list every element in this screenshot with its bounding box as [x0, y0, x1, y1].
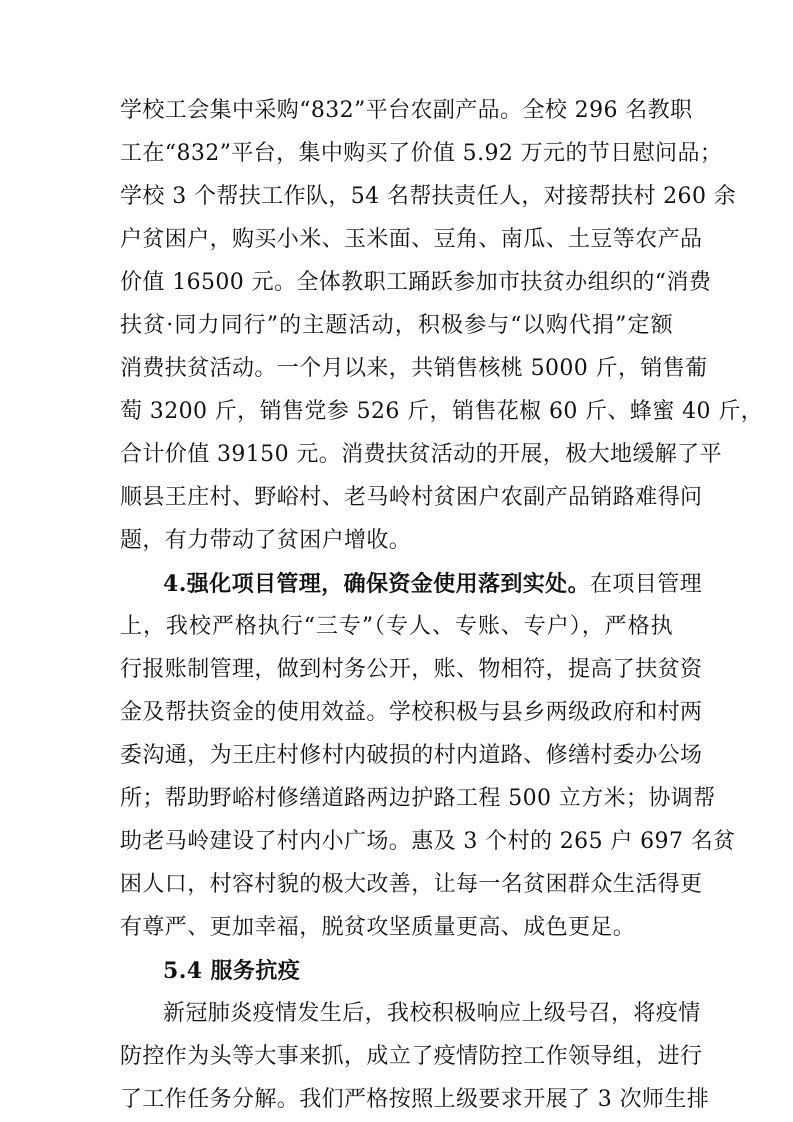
body-text-line: 学校 3 个帮扶工作队，54 名帮扶责任人，对接帮扶村 260 余 — [120, 184, 737, 209]
body-text-line: 上，我校严格执行“三专”（专人、专账、专户），严格执 — [120, 614, 673, 639]
body-text-line: 有尊严、更加幸福，脱贫攻坚质量更高、成色更足。 — [120, 915, 636, 940]
body-text-line: 题，有力带动了贫困户增收。 — [120, 528, 412, 553]
body-text-line: 委沟通，为王庄村修村内破损的村内道路、修缮村委办公场 — [120, 743, 703, 768]
body-text-line: 金及帮扶资金的使用效益。学校积极与县乡两级政府和村两 — [120, 700, 703, 725]
body-text-line: 合计价值 39150 元。消费扶贫活动的开展，极大地缓解了平 — [120, 442, 722, 467]
body-text-line: 萄 3200 斤，销售党参 526 斤，销售花椒 60 斤、蜂蜜 40 斤， — [120, 399, 764, 424]
body-text-line: 工在“832”平台，集中购买了价值 5.92 万元的节日慰问品； — [120, 141, 723, 166]
body-text-line: 助老马岭建设了村内小广场。惠及 3 个村的 265 户 697 名贫 — [120, 829, 736, 854]
body-text-line: 防控作为头等大事来抓，成立了疫情防控工作领导组，进行 — [120, 1044, 703, 1069]
item-4-first-line — [163, 565, 702, 603]
body-text-line: 了工作任务分解。我们严格按照上级要求开展了 3 次师生排 — [120, 1087, 710, 1112]
body-text-line: 行报账制管理，做到村务公开，账、物相符，提高了扶贫资 — [120, 657, 703, 682]
item-4-first-rest: 在项目管理 — [589, 572, 702, 597]
body-text-line: 价值 16500 元。全体教职工踊跃参加市扶贫办组织的“消费 — [120, 270, 712, 295]
body-text-line: 户贫困户，购买小米、玉米面、豆角、南瓜、土豆等农产品 — [120, 227, 703, 252]
body-text-line: 困人口，村容村貌的极大改善，让每一名贫困群众生活得更 — [120, 872, 703, 897]
body-text-line: 学校工会集中采购“832”平台农副产品。全校 296 名教职 — [120, 98, 693, 123]
body-text-line: 消费扶贫活动。一个月以来，共销售核桃 5000 斤，销售葡 — [120, 356, 708, 381]
item-4-heading: 4.强化项目管理，确保资金使用落到实处。 — [163, 571, 590, 597]
section-heading: 5.4 服务抗疫 — [163, 958, 301, 984]
body-text-line: 新冠肺炎疫情发生后，我校积极响应上级号召，将疫情 — [163, 1001, 701, 1026]
body-text-line: 所；帮助野峪村修缮道路两边护路工程 500 立方米；协调帮 — [120, 786, 716, 811]
body-text-line: 扶贫·同力同行”的主题活动，积极参与“以购代捐”定额 — [120, 313, 673, 338]
body-text-line: 顺县王庄村、野峪村、老马岭村贫困户农副产品销路难得问 — [120, 485, 703, 510]
